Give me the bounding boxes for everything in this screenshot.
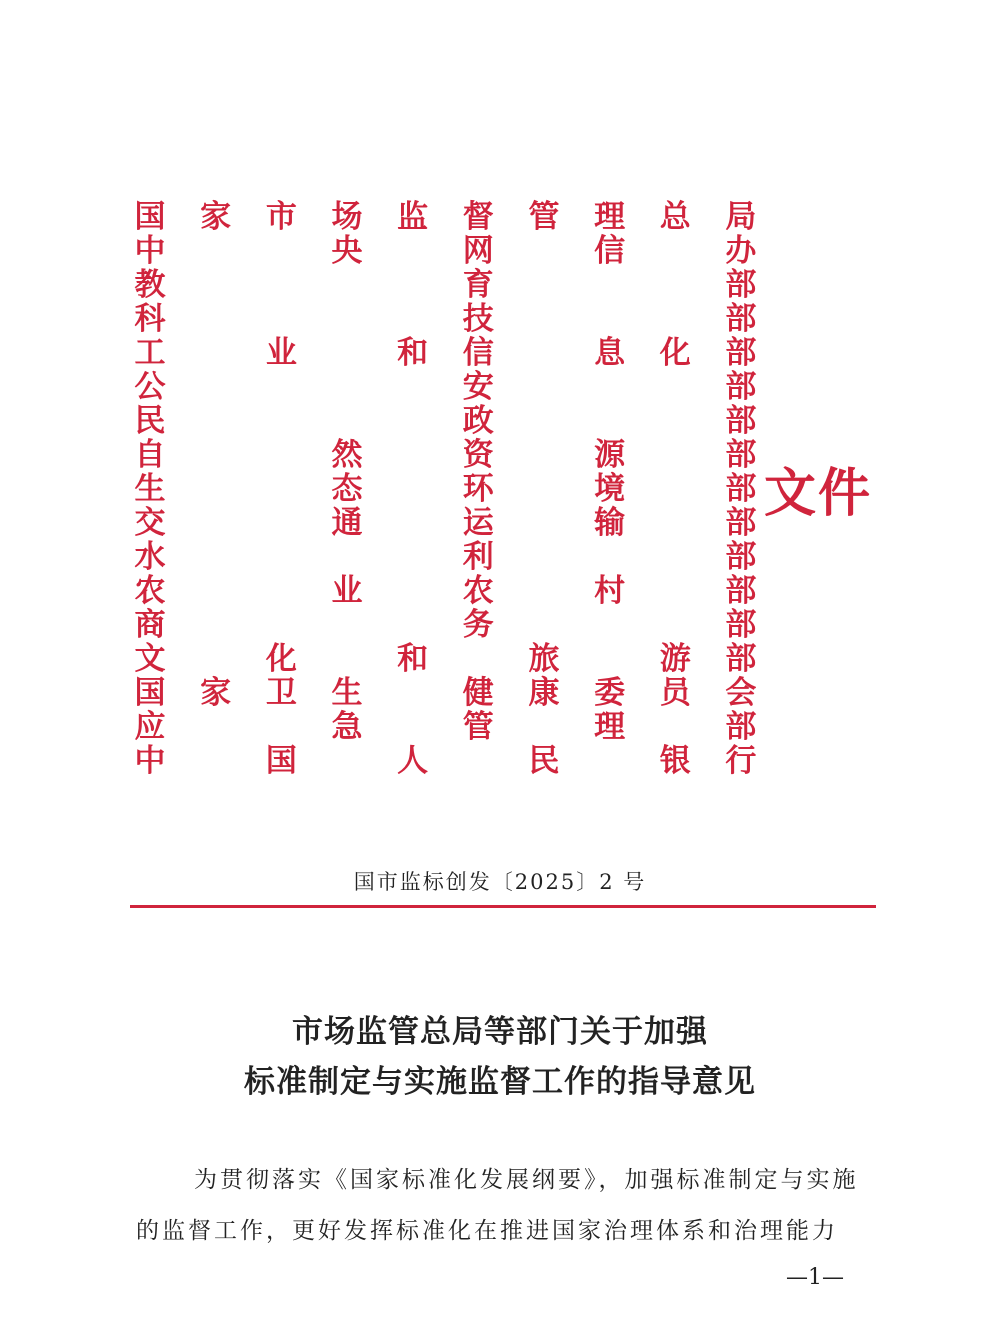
department-char: 公 [134, 369, 166, 405]
department-char: 部 [725, 573, 757, 609]
department-char: 商 [134, 607, 166, 643]
department-char: 部 [725, 437, 757, 473]
department-row [133, 540, 758, 574]
department-char: 化 [659, 335, 691, 371]
department-char: 育 [462, 267, 494, 303]
department-char: 国 [134, 199, 166, 235]
department-char: 员 [659, 675, 691, 711]
department-char: 局 [725, 199, 757, 235]
department-char: 资 [462, 437, 494, 473]
red-divider [130, 905, 876, 908]
department-row [133, 744, 758, 778]
department-char: 行 [725, 743, 757, 779]
department-char: 办 [725, 233, 757, 269]
document-title-line-2: 标准制定与实施监督工作的指导意见 [244, 1064, 756, 1100]
department-char: 央 [331, 233, 363, 269]
department-char: 然 [331, 437, 363, 473]
department-char: 生 [134, 471, 166, 507]
department-char: 游 [659, 641, 691, 677]
department-char: 民 [134, 403, 166, 439]
department-char: 化 [265, 641, 297, 677]
department-char: 部 [725, 607, 757, 643]
department-char: 理 [594, 709, 626, 745]
department-char: 自 [134, 437, 166, 473]
department-char: 市 [265, 199, 297, 235]
department-char: 部 [725, 267, 757, 303]
department-char: 运 [462, 505, 494, 541]
department-char: 部 [725, 471, 757, 507]
department-char: 卫 [265, 675, 297, 711]
department-char: 总 [659, 199, 691, 235]
department-row [133, 200, 758, 234]
department-char: 应 [134, 709, 166, 745]
department-char: 水 [134, 539, 166, 575]
department-char: 输 [594, 505, 626, 541]
department-char: 境 [594, 471, 626, 507]
department-char: 国 [265, 743, 297, 779]
department-char: 部 [725, 505, 757, 541]
body-paragraph-line-2: 的监督工作，更好发挥标准化在推进国家治理体系和治理能力 [136, 1218, 838, 1244]
department-row [133, 336, 758, 370]
department-char: 中 [134, 743, 166, 779]
department-char: 康 [528, 675, 560, 711]
department-char: 环 [462, 471, 494, 507]
department-char: 部 [725, 301, 757, 337]
department-char: 督 [462, 199, 494, 235]
document-number: 国市监标创发〔2025〕2 号 [353, 870, 647, 894]
department-char: 通 [331, 505, 363, 541]
department-char: 监 [397, 199, 429, 235]
document-title-line-1: 市场监管总局等部门关于加强 [292, 1014, 708, 1050]
department-char: 管 [462, 709, 494, 745]
department-char: 民 [528, 743, 560, 779]
department-char: 人 [397, 743, 429, 779]
department-char: 农 [134, 573, 166, 609]
department-row [133, 268, 758, 302]
department-char: 技 [462, 301, 494, 337]
department-char: 源 [594, 437, 626, 473]
department-char: 部 [725, 335, 757, 371]
department-char: 部 [725, 709, 757, 745]
department-char: 家 [200, 199, 232, 235]
department-char: 和 [397, 641, 429, 677]
department-char: 务 [462, 607, 494, 643]
page-number: —1— [786, 1265, 844, 1290]
department-char: 信 [594, 233, 626, 269]
department-row [133, 710, 758, 744]
department-row [133, 506, 758, 540]
document-type-label: 文件 [764, 463, 873, 524]
department-char: 银 [659, 743, 691, 779]
department-char: 科 [134, 301, 166, 337]
department-char: 旅 [528, 641, 560, 677]
department-char: 国 [134, 675, 166, 711]
department-char: 网 [462, 233, 494, 269]
department-row [133, 370, 758, 404]
department-row [133, 642, 758, 676]
department-char: 家 [200, 675, 232, 711]
department-row [133, 438, 758, 472]
department-char: 村 [594, 573, 626, 609]
department-char: 工 [134, 335, 166, 371]
department-row [133, 608, 758, 642]
department-char: 利 [462, 539, 494, 575]
department-char: 中 [134, 233, 166, 269]
department-char: 部 [725, 369, 757, 405]
department-char: 农 [462, 573, 494, 609]
department-char: 理 [594, 199, 626, 235]
issuing-departments [133, 200, 758, 778]
department-char: 文 [134, 641, 166, 677]
body-paragraph-line-1: 为贯彻落实《国家标准化发展纲要》，加强标准制定与实施 [194, 1167, 859, 1193]
department-row [133, 302, 758, 336]
department-char: 教 [134, 267, 166, 303]
department-char: 场 [331, 199, 363, 235]
department-row [133, 404, 758, 438]
department-char: 会 [725, 675, 757, 711]
department-char: 急 [331, 709, 363, 745]
department-char: 生 [331, 675, 363, 711]
department-row [133, 234, 758, 268]
department-row [133, 676, 758, 710]
department-char: 交 [134, 505, 166, 541]
department-char: 信 [462, 335, 494, 371]
department-char: 部 [725, 641, 757, 677]
department-char: 态 [331, 471, 363, 507]
department-char: 和 [397, 335, 429, 371]
department-char: 管 [528, 199, 560, 235]
department-char: 业 [331, 573, 363, 609]
department-row [133, 574, 758, 608]
department-char: 部 [725, 403, 757, 439]
department-char: 健 [462, 675, 494, 711]
department-char: 部 [725, 539, 757, 575]
department-row [133, 472, 758, 506]
department-char: 政 [462, 403, 494, 439]
department-char: 委 [594, 675, 626, 711]
department-char: 息 [594, 335, 626, 371]
department-char: 安 [462, 369, 494, 405]
department-char: 业 [265, 335, 297, 371]
